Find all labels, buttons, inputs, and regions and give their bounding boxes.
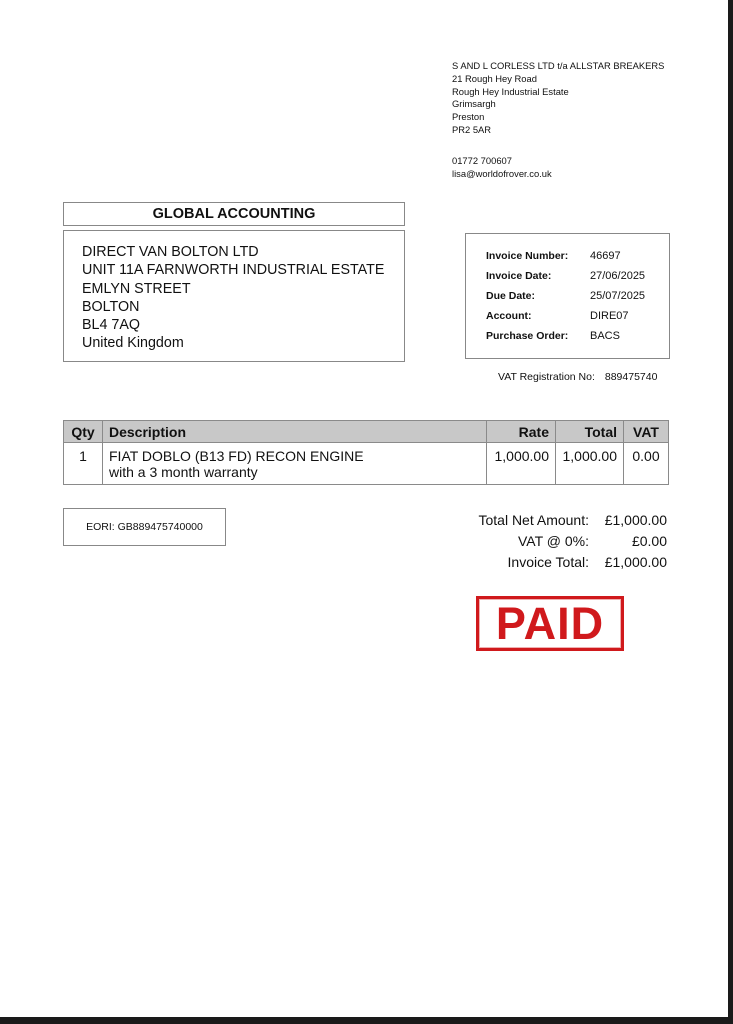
- account-label: Account:: [486, 310, 532, 322]
- invoice-date-value: 27/06/2025: [590, 270, 646, 282]
- invoice-number-label: Invoice Number:: [486, 250, 569, 262]
- bill-to-line: DIRECT VAN BOLTON LTD: [82, 244, 259, 260]
- bill-to-address-box: [63, 230, 405, 362]
- page-edge-right: [728, 0, 733, 1024]
- company-address-line: Preston: [452, 111, 485, 123]
- company-name: S AND L CORLESS LTD t/a ALLSTAR BREAKERS: [452, 60, 665, 71]
- description-note: with a 3 month warranty: [109, 464, 258, 480]
- eori-box: EORI: GB889475740000: [63, 508, 226, 546]
- description-cell: [103, 443, 487, 485]
- company-address-line: Grimsargh: [452, 98, 496, 110]
- rate-cell: 1,000.00: [487, 443, 556, 485]
- net-amount-value: £1,000.00: [604, 512, 667, 528]
- company-email: lisa@worldofrover.co.uk: [452, 168, 552, 179]
- vat-cell: 0.00: [624, 443, 669, 485]
- account-value: DIRE07: [590, 310, 629, 322]
- purchase-order-value: BACS: [590, 330, 620, 342]
- bill-to-line: UNIT 11A FARNWORTH INDUSTRIAL ESTATE: [82, 262, 385, 279]
- net-amount-row: [440, 511, 667, 532]
- page-edge-bottom: [0, 1017, 733, 1024]
- invoice-date-label: Invoice Date:: [486, 270, 552, 282]
- company-address: [452, 60, 664, 137]
- net-amount-label: Total Net Amount:: [478, 512, 589, 528]
- company-address-line: Rough Hey Industrial Estate: [452, 85, 569, 97]
- description-text: FIAT DOBLO (B13 FD) RECON ENGINE: [109, 448, 364, 464]
- bill-to-line: United Kingdom: [82, 335, 184, 352]
- paid-stamp: PAID: [476, 596, 624, 651]
- due-date-value: 25/07/2025: [590, 290, 646, 302]
- bill-to-line: EMLYN STREET: [82, 280, 191, 297]
- invoice-total-value: £1,000.00: [604, 554, 667, 570]
- qty-cell: 1: [64, 443, 103, 485]
- bill-to-line: BOLTON: [82, 298, 140, 315]
- qty-header: Qty: [64, 421, 103, 443]
- invoice-total-label: Invoice Total:: [507, 554, 589, 570]
- vat-registration-label: VAT Registration No:: [498, 371, 595, 383]
- vat-header: VAT: [624, 421, 669, 443]
- account-row: [486, 310, 629, 322]
- invoice-date-row: [486, 270, 645, 282]
- due-date-label: Due Date:: [486, 290, 536, 302]
- vat-amount-row: [440, 532, 667, 553]
- invoice-details-box: [465, 233, 670, 359]
- company-address-line: 21 Rough Hey Road: [452, 72, 537, 84]
- vat-registration-value: 889475740: [604, 371, 658, 383]
- vat-amount-value: £0.00: [631, 533, 667, 549]
- bill-to-line: BL4 7AQ: [82, 317, 141, 334]
- purchase-order-row: [486, 330, 620, 342]
- invoice-number-row: [486, 250, 621, 262]
- vat-registration: [498, 371, 657, 383]
- description-header: Description: [103, 421, 487, 443]
- invoice-number-value: 46697: [590, 250, 621, 262]
- totals-block: [440, 511, 667, 574]
- line-items-table: [63, 420, 669, 485]
- vat-amount-label: VAT @ 0%:: [517, 533, 589, 549]
- rate-header: Rate: [487, 421, 556, 443]
- table-header-row: [64, 421, 669, 443]
- invoice-total-row: [440, 553, 667, 574]
- purchase-order-label: Purchase Order:: [486, 330, 569, 342]
- total-header: Total: [556, 421, 624, 443]
- company-phone: 01772 700607: [452, 155, 512, 166]
- total-cell: 1,000.00: [556, 443, 624, 485]
- company-postcode: PR2 5AR: [452, 123, 492, 135]
- table-row: [64, 443, 669, 485]
- due-date-row: [486, 290, 645, 302]
- company-contact: [452, 154, 552, 180]
- bill-to-title: GLOBAL ACCOUNTING: [63, 202, 405, 226]
